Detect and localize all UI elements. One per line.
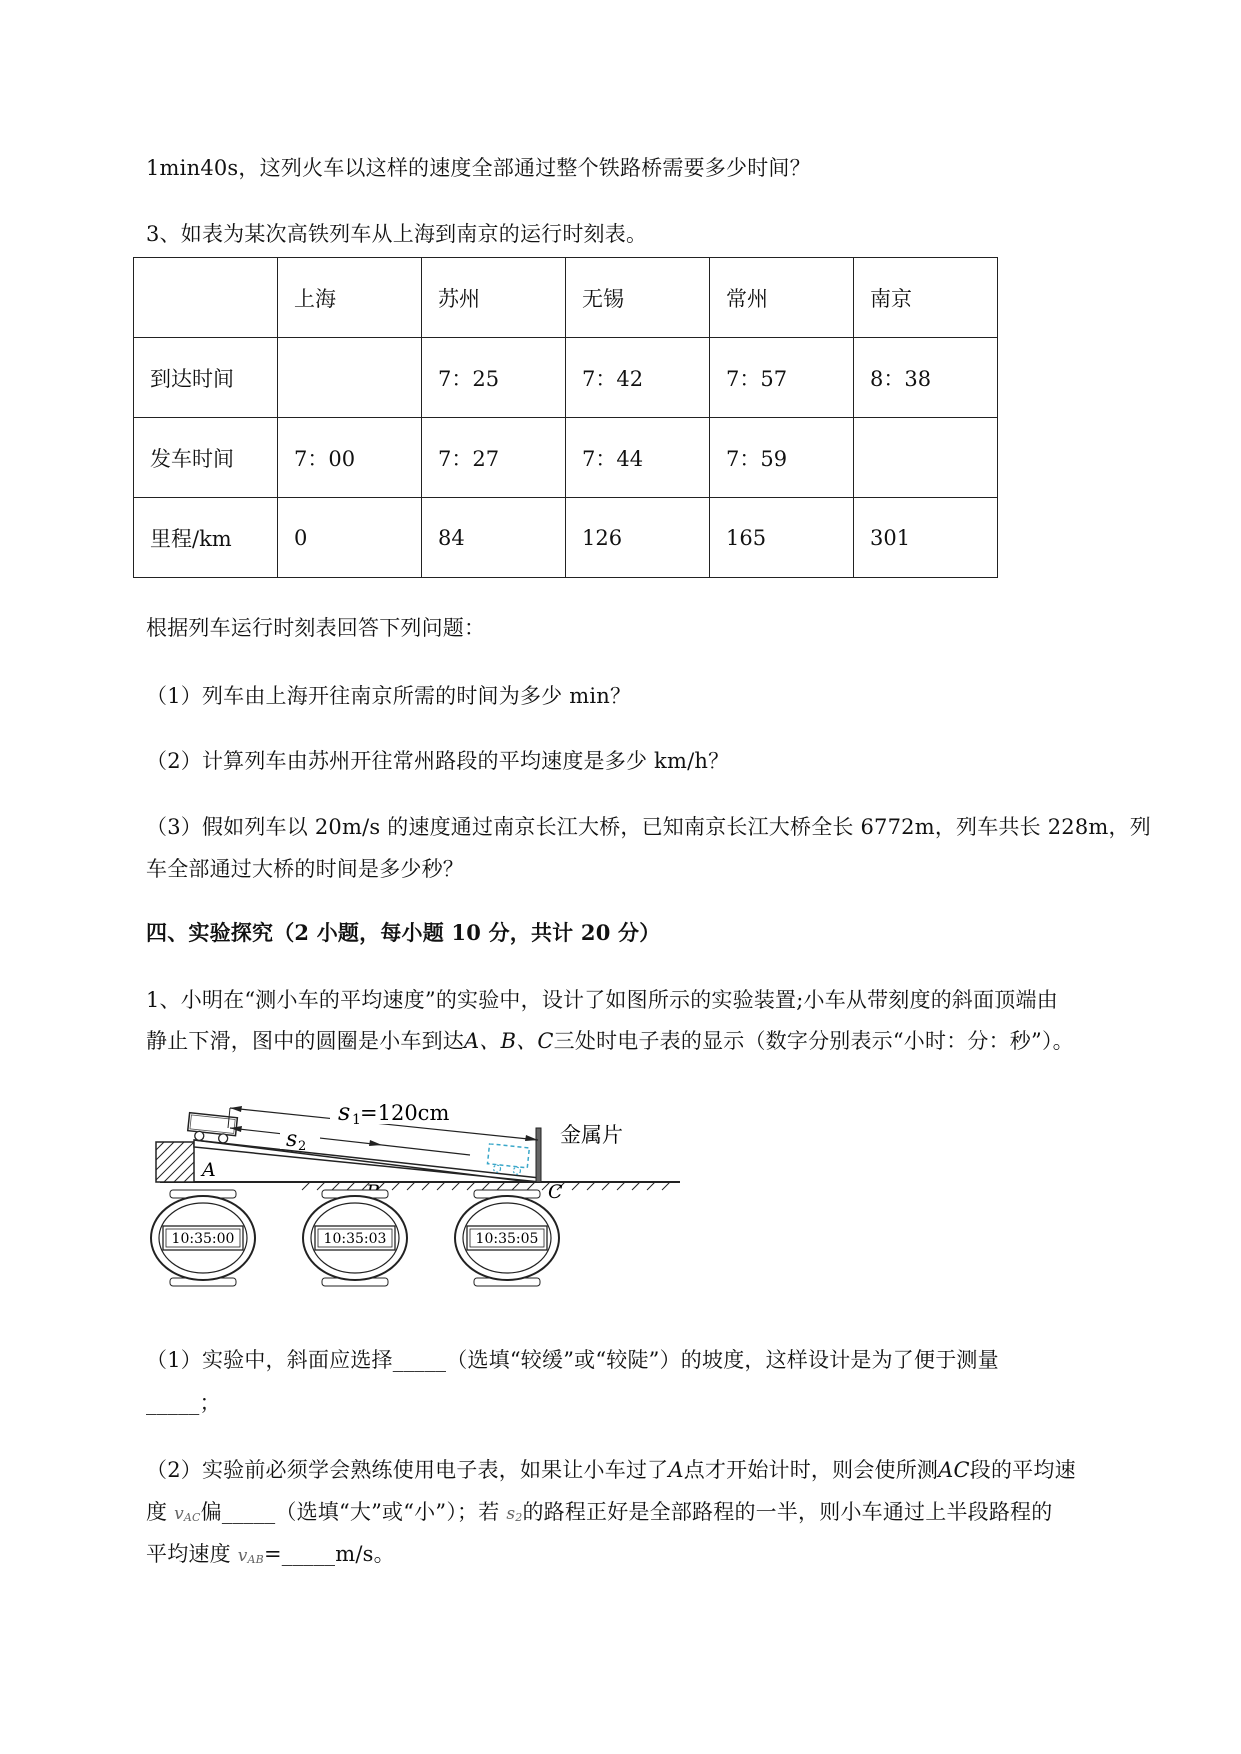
metal-plate-label: 金属片 — [560, 1123, 623, 1147]
table-cell: 126 — [566, 498, 710, 578]
text-segment: 三处时电子表的显示（数字分别表示“小时：分：秒”）。 — [553, 1029, 1074, 1053]
velocity-symbol: v — [237, 1546, 248, 1566]
text-segment: 段的平均速 — [969, 1458, 1076, 1482]
question-3-part-3-line1: （3）假如列车以 20m/s 的速度通过南京长江大桥，已知南京长江大桥全长 6772m，列车共长 228m，列 — [146, 815, 1151, 839]
velocity-symbol: v — [174, 1504, 184, 1524]
table-row — [134, 418, 998, 498]
table-cell: 7：27 — [422, 418, 566, 498]
clock-c-icon — [455, 1190, 559, 1286]
table-cell: 里程/km — [134, 498, 278, 578]
question-3-part-3-line2: 车全部通过大桥的时间是多少秒？ — [146, 857, 464, 881]
experiment-1-line1: 1、小明在“测小车的平均速度”的实验中，设计了如图所示的实验装置;小车从带刻度的斜面顶端由 — [146, 988, 1058, 1012]
table-header-row — [134, 258, 998, 338]
text-segment: 偏_____（选填“大”或“小”）；若 — [200, 1500, 500, 1524]
timetable — [133, 257, 998, 578]
table-cell: 上海 — [278, 258, 422, 338]
question-3-title: 3、如表为某次高铁列车从上海到南京的运行时刻表。 — [146, 222, 648, 246]
point-label: A — [668, 1458, 684, 1482]
experiment-1-line2 — [146, 1026, 1074, 1056]
exp-q1-line1: （1）实验中，斜面应选择_____（选填“较缓”或“较陡”）的坡度，这样设计是为了便于测量 — [146, 1348, 999, 1372]
exp-q2-line3 — [146, 1539, 395, 1575]
text-segment: 点才开始计时，则会使所测 — [683, 1458, 939, 1482]
text-segment: （2）实验前必须学会熟练使用电子表，如果让小车过了 — [146, 1458, 669, 1482]
exp-q2-line2 — [146, 1497, 1052, 1533]
exp-q2-line1 — [146, 1455, 1076, 1485]
s1-label: s — [338, 1098, 351, 1126]
clock-b-icon — [303, 1190, 407, 1286]
cart-end-position-icon — [487, 1144, 530, 1176]
table-cell — [854, 418, 998, 498]
table-cell: 苏州 — [422, 258, 566, 338]
table-cell: 165 — [710, 498, 854, 578]
table-cell: 到达时间 — [134, 338, 278, 418]
velocity-subscript: AB — [247, 1553, 264, 1566]
table-cell: 7：44 — [566, 418, 710, 498]
table-cell: 0 — [278, 498, 422, 578]
table-cell: 7：57 — [710, 338, 854, 418]
point-c-label: C — [548, 1181, 563, 1203]
table-cell: 8：38 — [854, 338, 998, 418]
question-3-part-1: （1）列车由上海开往南京所需的时间为多少 min？ — [146, 684, 632, 708]
question-3-part-2: （2）计算列车由苏州开往常州路段的平均速度是多少 km/h？ — [146, 749, 730, 773]
incline-figure — [150, 1090, 690, 1305]
table-cell: 南京 — [854, 258, 998, 338]
clock-a-time: 10:35:00 — [171, 1231, 235, 1247]
text-segment: 静止下滑，图中的圆圈是小车到达 — [146, 1029, 464, 1053]
point-a-label: A — [202, 1159, 216, 1181]
table-cell — [134, 258, 278, 338]
table-cell: 常州 — [710, 258, 854, 338]
table-row — [134, 338, 998, 418]
table-row — [134, 498, 998, 578]
table-cell: 84 — [422, 498, 566, 578]
velocity-subscript: AC — [183, 1511, 201, 1524]
table-cell: 7：00 — [278, 418, 422, 498]
segment-label: AC — [938, 1458, 970, 1482]
table-cell: 7：25 — [422, 338, 566, 418]
clock-b-time: 10:35:03 — [323, 1231, 387, 1247]
clock-c-time: 10:35:05 — [475, 1231, 539, 1247]
clock-a-icon — [151, 1190, 255, 1286]
table-cell: 7：59 — [710, 418, 854, 498]
points-label: A、B、C — [464, 1029, 554, 1053]
text-segment: 平均速度 — [146, 1542, 231, 1566]
continued-question-line: 1min40s，这列火车以这样的速度全部通过整个铁路桥需要多少时间？ — [146, 156, 811, 180]
text-segment: 的路程正好是全部路程的一半，则小车通过上半段路程的 — [522, 1500, 1053, 1524]
text-segment: =_____m/s。 — [263, 1542, 395, 1566]
text-segment: 度 — [146, 1500, 168, 1524]
exp-q1-line2: _____； — [146, 1391, 221, 1415]
s2-label: s — [286, 1127, 298, 1152]
question-3-intro: 根据列车运行时刻表回答下列问题： — [146, 616, 486, 640]
metal-plate — [536, 1128, 541, 1182]
table-cell — [278, 338, 422, 418]
distance-symbol: s — [506, 1504, 516, 1524]
s2-sub: 2 — [298, 1139, 307, 1154]
table-cell: 无锡 — [566, 258, 710, 338]
section-4-title: 四、实验探究（2 小题，每小题 10 分，共计 20 分） — [146, 920, 661, 945]
s1-value: =120cm — [360, 1101, 450, 1125]
table-cell: 7：42 — [566, 338, 710, 418]
distance-subscript: 2 — [515, 1511, 523, 1524]
table-cell: 301 — [854, 498, 998, 578]
s1-sub: 1 — [352, 1112, 361, 1128]
table-cell: 发车时间 — [134, 418, 278, 498]
